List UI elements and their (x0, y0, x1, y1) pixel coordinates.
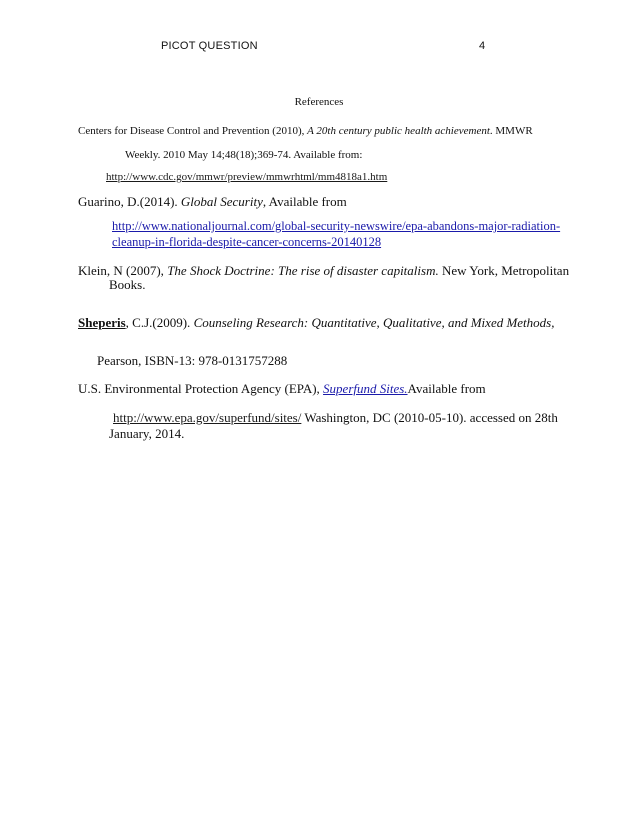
reference-epa-line1 (78, 381, 486, 397)
running-head: PICOT QUESTION (161, 40, 258, 52)
page-number: 4 (479, 40, 486, 52)
reference-klein-title: The Shock Doctrine: The rise of disaster capitalism. (167, 263, 439, 278)
reference-cdc-url[interactable]: http://www.cdc.gov/mmwr/preview/mmwrhtml/mm4818a1.htm (106, 171, 388, 183)
reference-cdc-lead: Centers for Disease Control and Prevention (2010), (78, 125, 308, 137)
reference-cdc-tail: . MMWR (489, 125, 533, 137)
reference-guarino-url-part2[interactable]: cleanup-in-florida-despite-cancer-concerns-20140128 (112, 235, 382, 249)
reference-sheperis-line2: Pearson, ISBN-13: 978-0131757288 (97, 353, 288, 368)
reference-klein-line1 (78, 263, 569, 279)
reference-klein-line2: Books. (109, 277, 146, 292)
reference-epa-after-url: Washington, DC (2010-05-10). accessed on 28th (301, 410, 558, 425)
reference-guarino-title: Global Security (180, 194, 263, 209)
reference-cdc-line1 (78, 125, 533, 137)
reference-klein-lead: Klein, N (2007), (78, 263, 168, 278)
reference-guarino-url-part1[interactable]: http://www.nationaljournal.com/global-security-newswire/epa-abandons-major-radiation- (112, 219, 561, 233)
reference-guarino-line1 (78, 194, 347, 210)
reference-cdc-title: A 20th century public health achievement (307, 125, 490, 137)
reference-klein-tail: New York, Metropolitan (438, 263, 570, 278)
reference-epa-lead: U.S. Environmental Protection Agency (EPA), (78, 381, 324, 396)
reference-guarino-lead: Guarino, D.(2014). (78, 194, 181, 209)
reference-epa-line3: January, 2014. (109, 426, 185, 441)
reference-epa-link-title[interactable]: Superfund Sites. (323, 381, 408, 396)
reference-sheperis-lead: , C.J.(2009). (125, 315, 194, 330)
reference-epa-url[interactable]: http://www.epa.gov/superfund/sites/ (113, 410, 302, 425)
reference-cdc-line2: Weekly. 2010 May 14;48(18);369-74. Available from: (125, 149, 363, 161)
reference-guarino-tail: , Available from (262, 194, 347, 209)
reference-epa-line2 (113, 410, 558, 426)
reference-sheperis-author: Sheperis (78, 315, 126, 330)
reference-sheperis-line1 (78, 315, 554, 331)
references-title: References (294, 96, 344, 108)
reference-sheperis-title: Counseling Research: Quantitative, Qualitative, and Mixed Methods, (193, 315, 555, 330)
reference-epa-tail: Available from (407, 381, 486, 396)
